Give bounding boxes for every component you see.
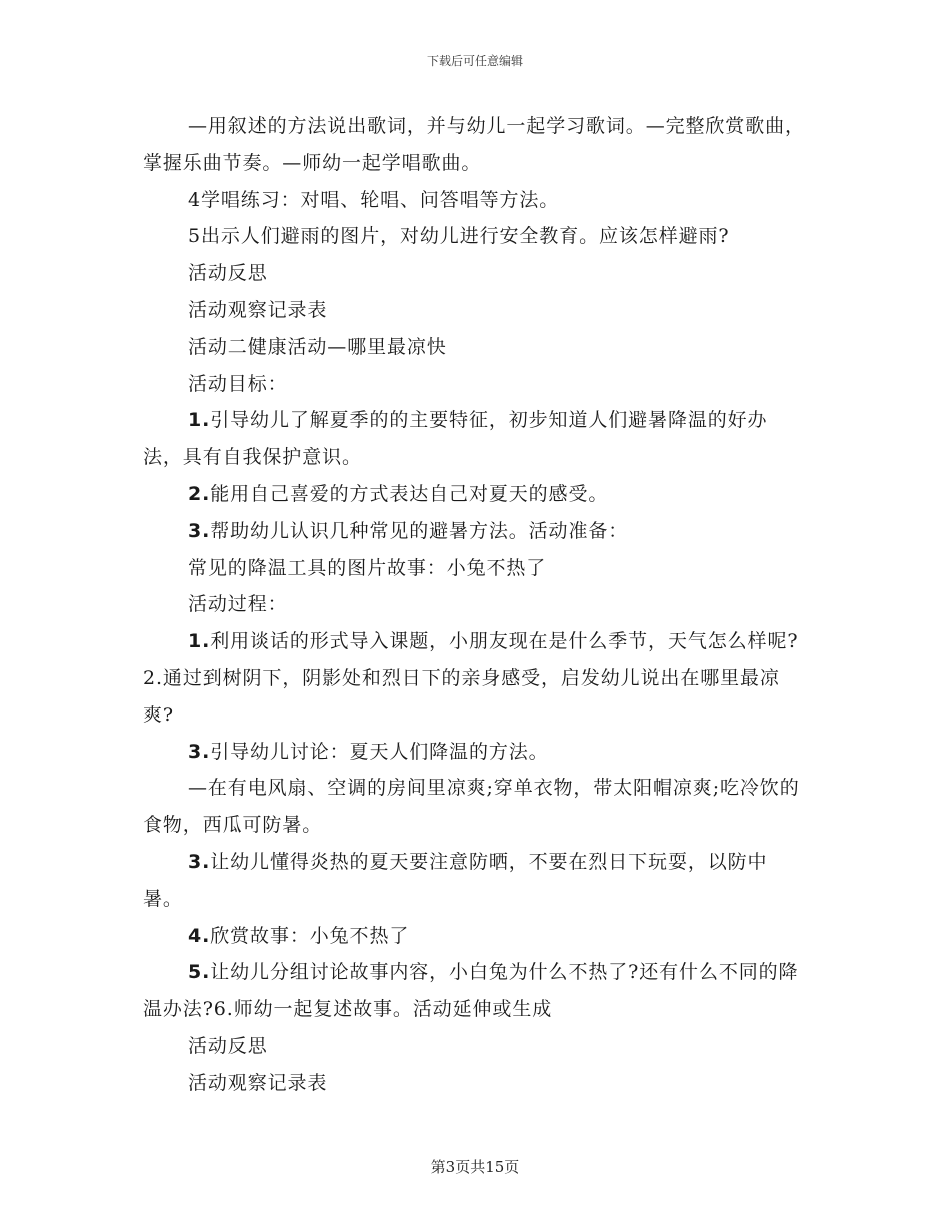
list-item-goal-1 — [143, 402, 807, 476]
paragraph-text: 让幼儿懂得炎热的夏天要注意防晒，不要在烈日下玩耍，以防中暑。 — [143, 850, 768, 910]
paragraph-text: 欣赏故事：小兔不热了 — [210, 924, 410, 947]
paragraph-materials — [143, 550, 807, 587]
paragraph-text: 活动过程： — [188, 593, 288, 616]
paragraph-text: 引导幼儿了解夏季的的主要特征，初步知道人们避暑降温的好办法，具有自我保护意识。 — [143, 409, 768, 469]
paragraph-observation-table-2 — [143, 1065, 807, 1102]
paragraph-song-lyrics — [143, 108, 807, 182]
list-number: 5. — [188, 961, 211, 984]
paragraph-text: 帮助幼儿认识几种常见的避暑方法。活动准备： — [210, 519, 629, 542]
paragraph-safety-education — [143, 218, 807, 255]
paragraph-text: —用叙述的方法说出歌词，并与幼儿一起学习歌词。—完整欣赏歌曲，掌握乐曲节奏。—师幼一起学唱歌曲。 — [143, 115, 805, 174]
list-item-process-1 — [143, 623, 807, 733]
paragraph-text: 常见的降温工具的图片故事：小兔不热了 — [188, 556, 547, 579]
list-number: 2. — [188, 482, 211, 505]
paragraph-text: —在有电风扇、空调的房间里凉爽;穿单衣物，带太阳帽凉爽;吃冷饮的食物，西瓜可防暑。 — [143, 777, 800, 837]
section-heading-goals — [143, 366, 807, 403]
paragraph-text: 能用自己喜爱的方式表达自己对夏天的感受。 — [210, 482, 609, 505]
list-number: 4. — [188, 924, 211, 947]
page-header: 下载后可任意编辑 — [426, 54, 523, 68]
paragraph-text: 活动观察记录表 — [188, 298, 328, 321]
paragraph-text: 4学唱练习：对唱、轮唱、问答唱等方法。 — [188, 188, 560, 211]
list-item-process-3 — [143, 734, 807, 771]
list-item-process-4 — [143, 918, 807, 955]
paragraph-text: 活动二健康活动—哪里最凉快 — [188, 335, 447, 358]
list-item-process-5 — [143, 954, 807, 1028]
list-item-process-3b — [143, 844, 807, 918]
paragraph-text: 活动反思 — [188, 262, 268, 285]
list-number: 3. — [188, 850, 211, 873]
document-body — [143, 108, 807, 1102]
paragraph-text: 利用谈话的形式导入课题，小朋友现在是什么季节，天气怎么样呢?2.通过到树阴下，阴影处和烈日下的亲身感受，启发幼儿说出在哪里最凉爽? — [143, 630, 799, 726]
list-number: 1. — [188, 630, 211, 653]
section-heading-activity-two — [143, 329, 807, 366]
paragraph-text: 让幼儿分组讨论故事内容，小白兔为什么不热了?还有什么不同的降温办法?6.师幼一起复述故事。活动延伸或生成 — [143, 961, 799, 1021]
list-number: 3. — [188, 740, 211, 763]
list-item-goal-2 — [143, 476, 807, 513]
paragraph-text: 活动观察记录表 — [188, 1071, 328, 1094]
page-number-footer: 第3页共15页 — [430, 1158, 520, 1176]
paragraph-text: 引导幼儿讨论：夏天人们降温的方法。 — [210, 740, 549, 763]
list-item-goal-3 — [143, 513, 807, 550]
paragraph-text: 活动目标： — [188, 372, 288, 395]
paragraph-reflection-2 — [143, 1028, 807, 1065]
paragraph-cooling-methods — [143, 770, 807, 844]
list-number: 3. — [188, 519, 211, 542]
paragraph-singing-practice — [143, 182, 807, 219]
paragraph-text: 5出示人们避雨的图片，对幼儿进行安全教育。应该怎样避雨? — [188, 225, 730, 248]
paragraph-reflection — [143, 255, 807, 292]
paragraph-text: 活动反思 — [188, 1034, 268, 1057]
list-number: 1. — [188, 409, 211, 432]
section-heading-process — [143, 586, 807, 623]
paragraph-observation-table — [143, 292, 807, 329]
